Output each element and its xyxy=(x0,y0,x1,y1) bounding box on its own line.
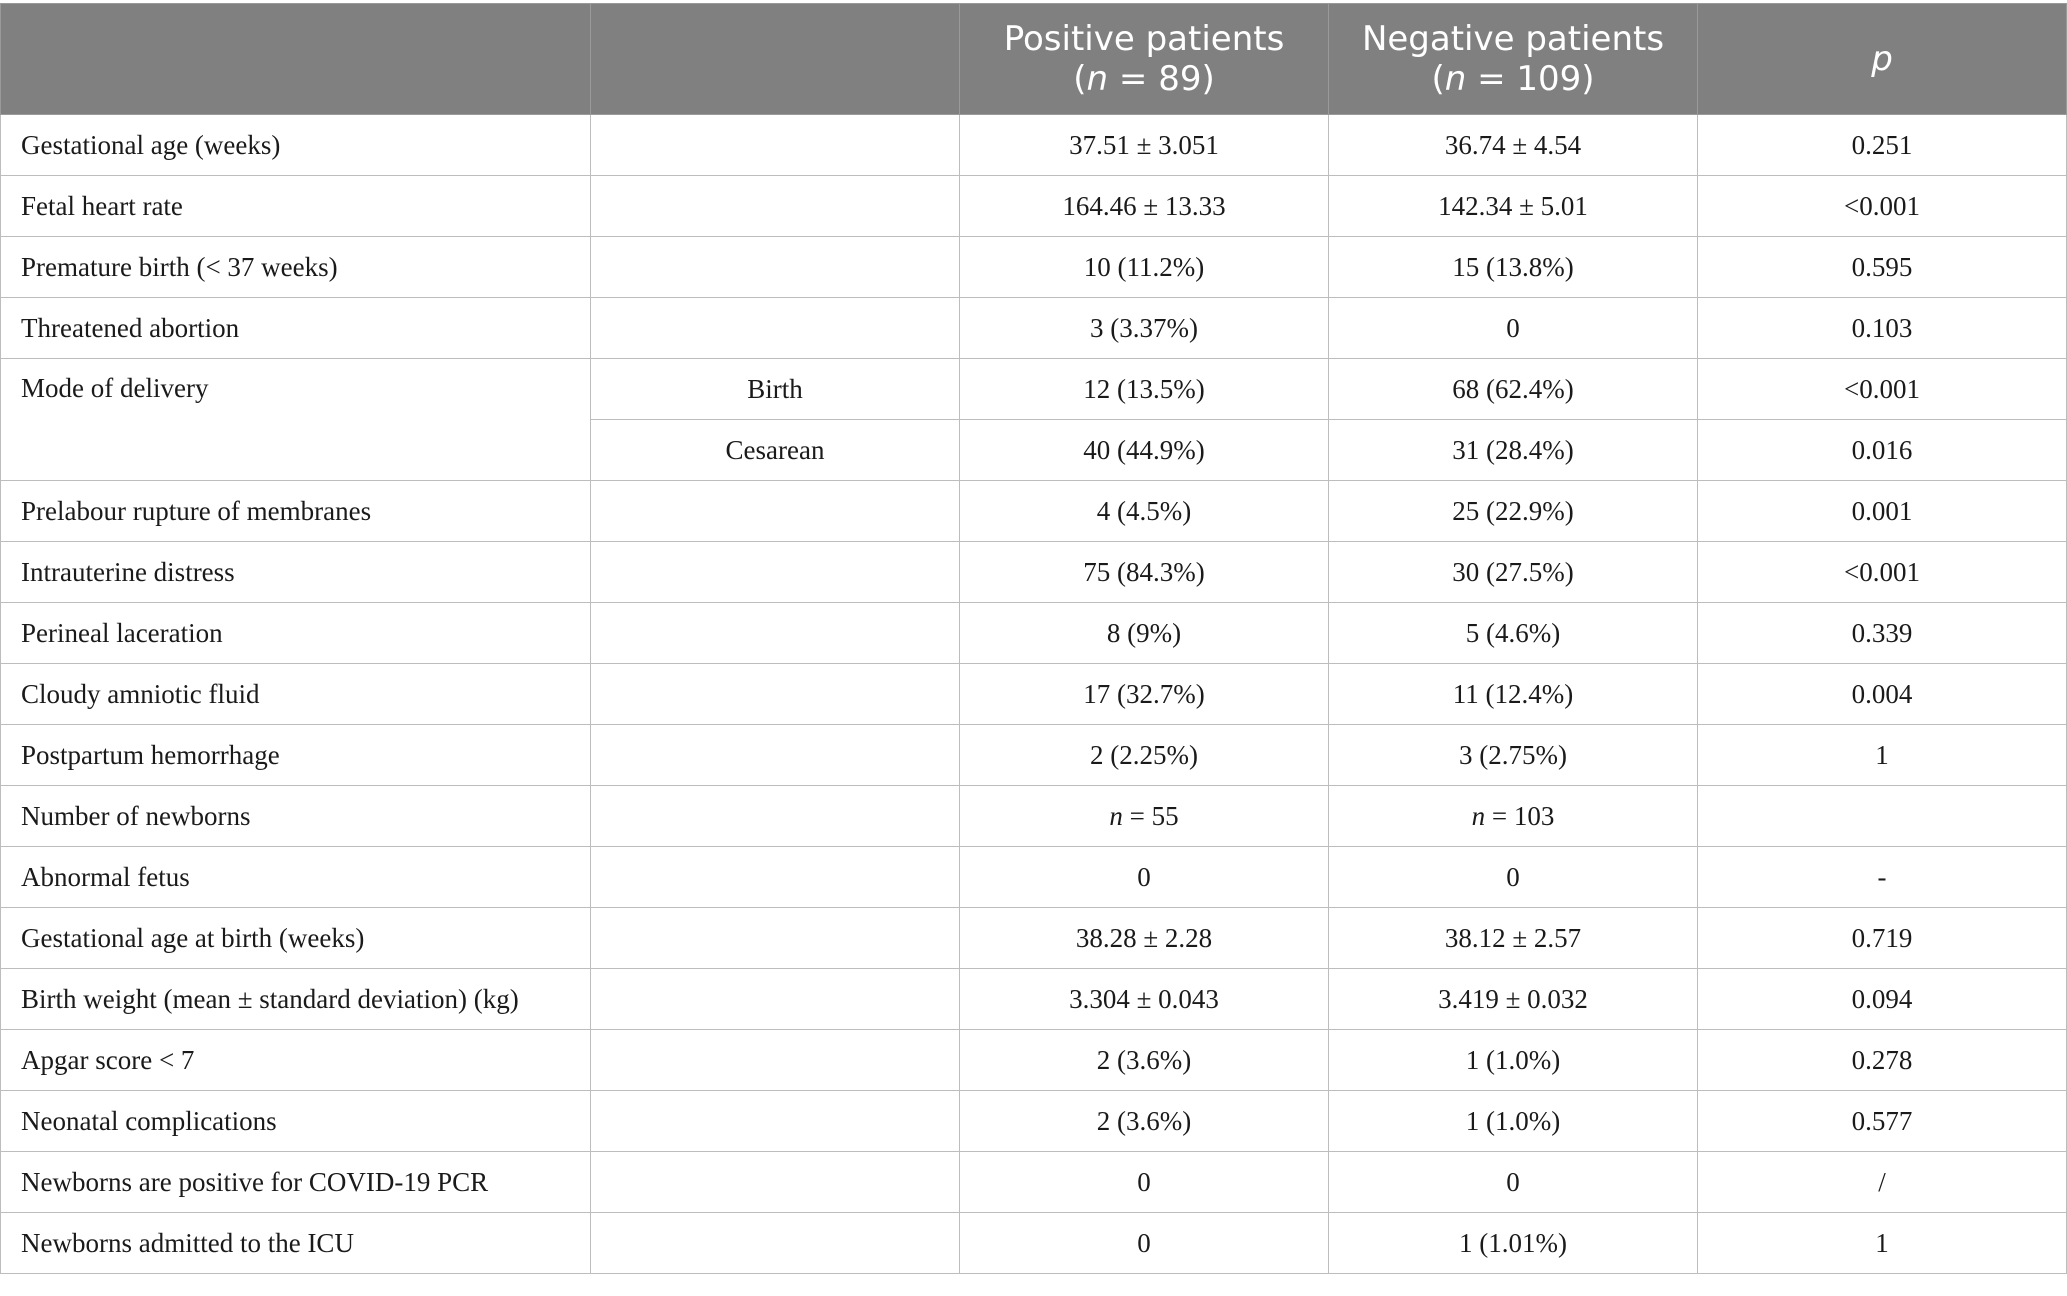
row-subcategory xyxy=(591,603,960,664)
row-positive-value: 12 (13.5%) xyxy=(960,359,1329,420)
row-negative-value: 11 (12.4%) xyxy=(1329,664,1698,725)
header-negative-title: Negative patients xyxy=(1361,19,1665,59)
row-label: Premature birth (< 37 weeks) xyxy=(1,237,591,298)
row-p-value: 0.251 xyxy=(1698,115,2067,176)
row-positive-n-symbol: n xyxy=(1109,800,1123,831)
table-row xyxy=(1,969,2067,1030)
header-negative-patients xyxy=(1329,4,1698,115)
table-row xyxy=(1,603,2067,664)
row-label: Apgar score < 7 xyxy=(1,1030,591,1091)
table-row xyxy=(1,664,2067,725)
row-p-value: <0.001 xyxy=(1698,176,2067,237)
row-positive-value: 8 (9%) xyxy=(960,603,1329,664)
row-subcategory xyxy=(591,1213,960,1274)
row-p-value: / xyxy=(1698,1152,2067,1213)
row-negative-value: 36.74 ± 4.54 xyxy=(1329,115,1698,176)
row-subcategory: Birth xyxy=(591,359,960,420)
row-positive-value: 3 (3.37%) xyxy=(960,298,1329,359)
row-label: Intrauterine distress xyxy=(1,542,591,603)
row-negative-value: 38.12 ± 2.57 xyxy=(1329,908,1698,969)
row-label: Abnormal fetus xyxy=(1,847,591,908)
row-label: Prelabour rupture of membranes xyxy=(1,481,591,542)
row-positive-value: 3.304 ± 0.043 xyxy=(960,969,1329,1030)
row-subcategory xyxy=(591,542,960,603)
row-p-value: 0.577 xyxy=(1698,1091,2067,1152)
table-row xyxy=(1,1091,2067,1152)
row-positive-value: 0 xyxy=(960,1152,1329,1213)
row-subcategory xyxy=(591,115,960,176)
row-negative-value xyxy=(1329,786,1698,847)
row-negative-value: 0 xyxy=(1329,847,1698,908)
table-row xyxy=(1,908,2067,969)
row-label: Neonatal complications xyxy=(1,1091,591,1152)
row-positive-value: 4 (4.5%) xyxy=(960,481,1329,542)
table-row xyxy=(1,1152,2067,1213)
row-positive-value: 2 (3.6%) xyxy=(960,1030,1329,1091)
row-positive-value: 10 (11.2%) xyxy=(960,237,1329,298)
table-row xyxy=(1,1213,2067,1274)
row-negative-value: 0 xyxy=(1329,298,1698,359)
header-variable xyxy=(1,4,591,115)
row-negative-value: 1 (1.01%) xyxy=(1329,1213,1698,1274)
row-positive-value: 0 xyxy=(960,847,1329,908)
row-negative-value: 5 (4.6%) xyxy=(1329,603,1698,664)
row-subcategory xyxy=(591,725,960,786)
row-label: Newborns admitted to the ICU xyxy=(1,1213,591,1274)
row-p-value: 0.103 xyxy=(1698,298,2067,359)
table-container xyxy=(0,3,2067,1274)
table-row xyxy=(1,298,2067,359)
row-subcategory xyxy=(591,1152,960,1213)
row-subcategory xyxy=(591,1030,960,1091)
table-row xyxy=(1,542,2067,603)
row-positive-value: 40 (44.9%) xyxy=(960,420,1329,481)
row-negative-value: 31 (28.4%) xyxy=(1329,420,1698,481)
header-subcategory xyxy=(591,4,960,115)
header-row xyxy=(1,4,2067,115)
row-subcategory xyxy=(591,176,960,237)
table-body xyxy=(1,115,2067,1274)
table-row xyxy=(1,176,2067,237)
row-label: Perineal laceration xyxy=(1,603,591,664)
row-subcategory xyxy=(591,969,960,1030)
row-positive-n-value: = 55 xyxy=(1122,800,1179,831)
row-p-value: 0.001 xyxy=(1698,481,2067,542)
row-p-value xyxy=(1698,786,2067,847)
row-subcategory xyxy=(591,481,960,542)
row-label: Newborns are positive for COVID-19 PCR xyxy=(1,1152,591,1213)
row-positive-value: 0 xyxy=(960,1213,1329,1274)
row-negative-value: 3 (2.75%) xyxy=(1329,725,1698,786)
row-label: Cloudy amniotic fluid xyxy=(1,664,591,725)
row-negative-n-symbol: n xyxy=(1471,800,1486,831)
header-negative-n-symbol: n xyxy=(1444,59,1467,99)
row-label: Threatened abortion xyxy=(1,298,591,359)
table-row xyxy=(1,725,2067,786)
header-positive-count: (n = 89) xyxy=(1073,59,1215,99)
table-row xyxy=(1,237,2067,298)
table-header xyxy=(1,4,2067,115)
row-subcategory xyxy=(591,298,960,359)
row-negative-value: 68 (62.4%) xyxy=(1329,359,1698,420)
row-negative-value: 1 (1.0%) xyxy=(1329,1091,1698,1152)
row-negative-value: 1 (1.0%) xyxy=(1329,1030,1698,1091)
row-negative-value: 3.419 ± 0.032 xyxy=(1329,969,1698,1030)
row-subcategory xyxy=(591,1091,960,1152)
row-positive-value: 17 (32.7%) xyxy=(960,664,1329,725)
header-p-value xyxy=(1698,4,2067,115)
row-positive-value: 37.51 ± 3.051 xyxy=(960,115,1329,176)
row-negative-value: 25 (22.9%) xyxy=(1329,481,1698,542)
row-label: Mode of delivery xyxy=(1,359,591,481)
row-p-value: <0.001 xyxy=(1698,359,2067,420)
row-label: Number of newborns xyxy=(1,786,591,847)
row-p-value: 0.278 xyxy=(1698,1030,2067,1091)
row-p-value: 0.595 xyxy=(1698,237,2067,298)
header-negative-count: (n = 109) xyxy=(1431,59,1595,99)
row-positive-value: 164.46 ± 13.33 xyxy=(960,176,1329,237)
header-positive-patients xyxy=(960,4,1329,115)
row-subcategory xyxy=(591,664,960,725)
row-subcategory: Cesarean xyxy=(591,420,960,481)
row-p-value: - xyxy=(1698,847,2067,908)
row-p-value: 0.094 xyxy=(1698,969,2067,1030)
row-label: Birth weight (mean ± standard deviation) (kg) xyxy=(1,969,591,1030)
row-label: Fetal heart rate xyxy=(1,176,591,237)
table-row xyxy=(1,115,2067,176)
data-table xyxy=(0,3,2067,1274)
row-label: Gestational age at birth (weeks) xyxy=(1,908,591,969)
row-negative-n-value: = 103 xyxy=(1485,800,1555,831)
header-p-symbol: p xyxy=(1871,39,1893,79)
row-positive-value: 2 (3.6%) xyxy=(960,1091,1329,1152)
table-row xyxy=(1,481,2067,542)
table-row xyxy=(1,1030,2067,1091)
row-p-value: 0.339 xyxy=(1698,603,2067,664)
header-positive-title: Positive patients xyxy=(1003,19,1285,59)
row-label: Postpartum hemorrhage xyxy=(1,725,591,786)
row-subcategory xyxy=(591,786,960,847)
row-negative-value: 142.34 ± 5.01 xyxy=(1329,176,1698,237)
header-positive-n-value: = 89) xyxy=(1108,59,1215,99)
row-positive-value xyxy=(960,786,1329,847)
row-p-value: 1 xyxy=(1698,1213,2067,1274)
row-subcategory xyxy=(591,847,960,908)
row-negative-value: 15 (13.8%) xyxy=(1329,237,1698,298)
table-row xyxy=(1,786,2067,847)
row-p-value: 0.719 xyxy=(1698,908,2067,969)
row-negative-value: 0 xyxy=(1329,1152,1698,1213)
table-row xyxy=(1,359,2067,420)
table-row xyxy=(1,847,2067,908)
row-subcategory xyxy=(591,237,960,298)
row-p-value: 0.016 xyxy=(1698,420,2067,481)
row-positive-value: 75 (84.3%) xyxy=(960,542,1329,603)
row-p-value: 1 xyxy=(1698,725,2067,786)
row-positive-value: 2 (2.25%) xyxy=(960,725,1329,786)
row-label: Gestational age (weeks) xyxy=(1,115,591,176)
row-subcategory xyxy=(591,908,960,969)
row-positive-value: 38.28 ± 2.28 xyxy=(960,908,1329,969)
row-p-value: 0.004 xyxy=(1698,664,2067,725)
row-negative-value: 30 (27.5%) xyxy=(1329,542,1698,603)
header-positive-n-symbol: n xyxy=(1086,59,1109,99)
row-p-value: <0.001 xyxy=(1698,542,2067,603)
header-negative-n-value: = 109) xyxy=(1466,59,1595,99)
